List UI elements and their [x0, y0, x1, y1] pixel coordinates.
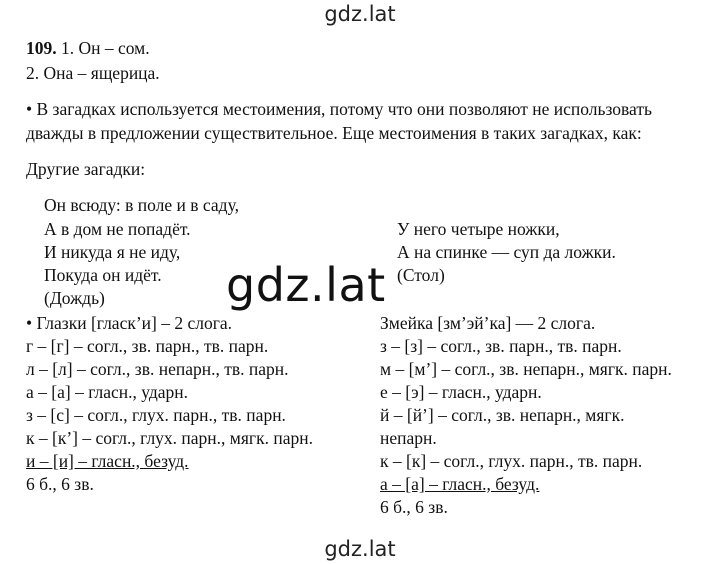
riddle-right-line: А на спинке — суп да ложки.	[397, 242, 616, 262]
analysis-right-line: е – [э] – гласн., ударн.	[380, 382, 542, 402]
analysis-left-line: з – [с] – согл., глух. парн., тв. парн.	[26, 405, 286, 425]
watermark-top: gdz.lat	[324, 2, 396, 26]
analysis-left-line: к – [к’] – согл., глух. парн., мягк. парн.	[26, 428, 313, 448]
riddle-left-answer: (Дождь)	[44, 288, 105, 308]
watermark-bottom: gdz.lat	[324, 537, 396, 561]
analysis-left-total: 6 б., 6 зв.	[26, 474, 94, 494]
explanation-line-1: • В загадках используется местоимения, потому что они позволяют не использовать	[26, 99, 653, 119]
task-answer-2: 2. Она – ящерица.	[26, 63, 160, 83]
answer-1-text: 1. Он – сом.	[61, 38, 150, 58]
analysis-right-line: к – [к] – согл., глух. парн., тв. парн.	[380, 451, 643, 471]
watermark-center: gdz.lat	[226, 258, 386, 312]
riddle-left-line: И никуда я не иду,	[44, 242, 181, 262]
riddle-right-line: У него четыре ножки,	[397, 219, 560, 239]
riddle-right-answer: (Стол)	[397, 265, 445, 285]
analysis-left-line: • Глазки [гласк’и] – 2 слога.	[26, 313, 233, 333]
analysis-left-line: г – [г] – согл., зв. парн., тв. парн.	[26, 336, 269, 356]
other-riddles-heading: Другие загадки:	[26, 159, 146, 179]
analysis-right-line: Змейка [зм’эй’ка] — 2 слога.	[380, 313, 596, 333]
analysis-right-line: непарн.	[380, 428, 437, 448]
riddle-left-line: Он всюду: в поле и в саду,	[44, 195, 239, 215]
analysis-right-line: й – [й’] – согл., зв. непарн., мягк.	[380, 405, 625, 425]
analysis-right-line-underlined: а – [а] – гласн., безуд.	[380, 474, 540, 494]
analysis-left-line-underlined: и – [и] – гласн., безуд.	[26, 451, 189, 471]
analysis-left-line: л – [л] – согл., зв. непарн., тв. парн.	[26, 359, 289, 379]
analysis-left-line: а – [а] – гласн., ударн.	[26, 382, 189, 402]
analysis-right-total: 6 б., 6 зв.	[380, 497, 448, 517]
task-number: 109.	[26, 38, 57, 58]
analysis-right-line: з – [з] – согл., зв. парн., тв. парн.	[380, 336, 622, 356]
analysis-right-line: м – [м’] – согл., зв. непарн., мягк. парн.	[380, 359, 672, 379]
riddle-left-line: Покуда он идёт.	[44, 265, 162, 285]
riddle-left-line: А в дом не попадёт.	[44, 219, 191, 239]
task-answer-1	[26, 38, 150, 58]
explanation-line-2: дважды в предложении существительное. Еще местоимения в таких загадках, как:	[26, 123, 642, 143]
